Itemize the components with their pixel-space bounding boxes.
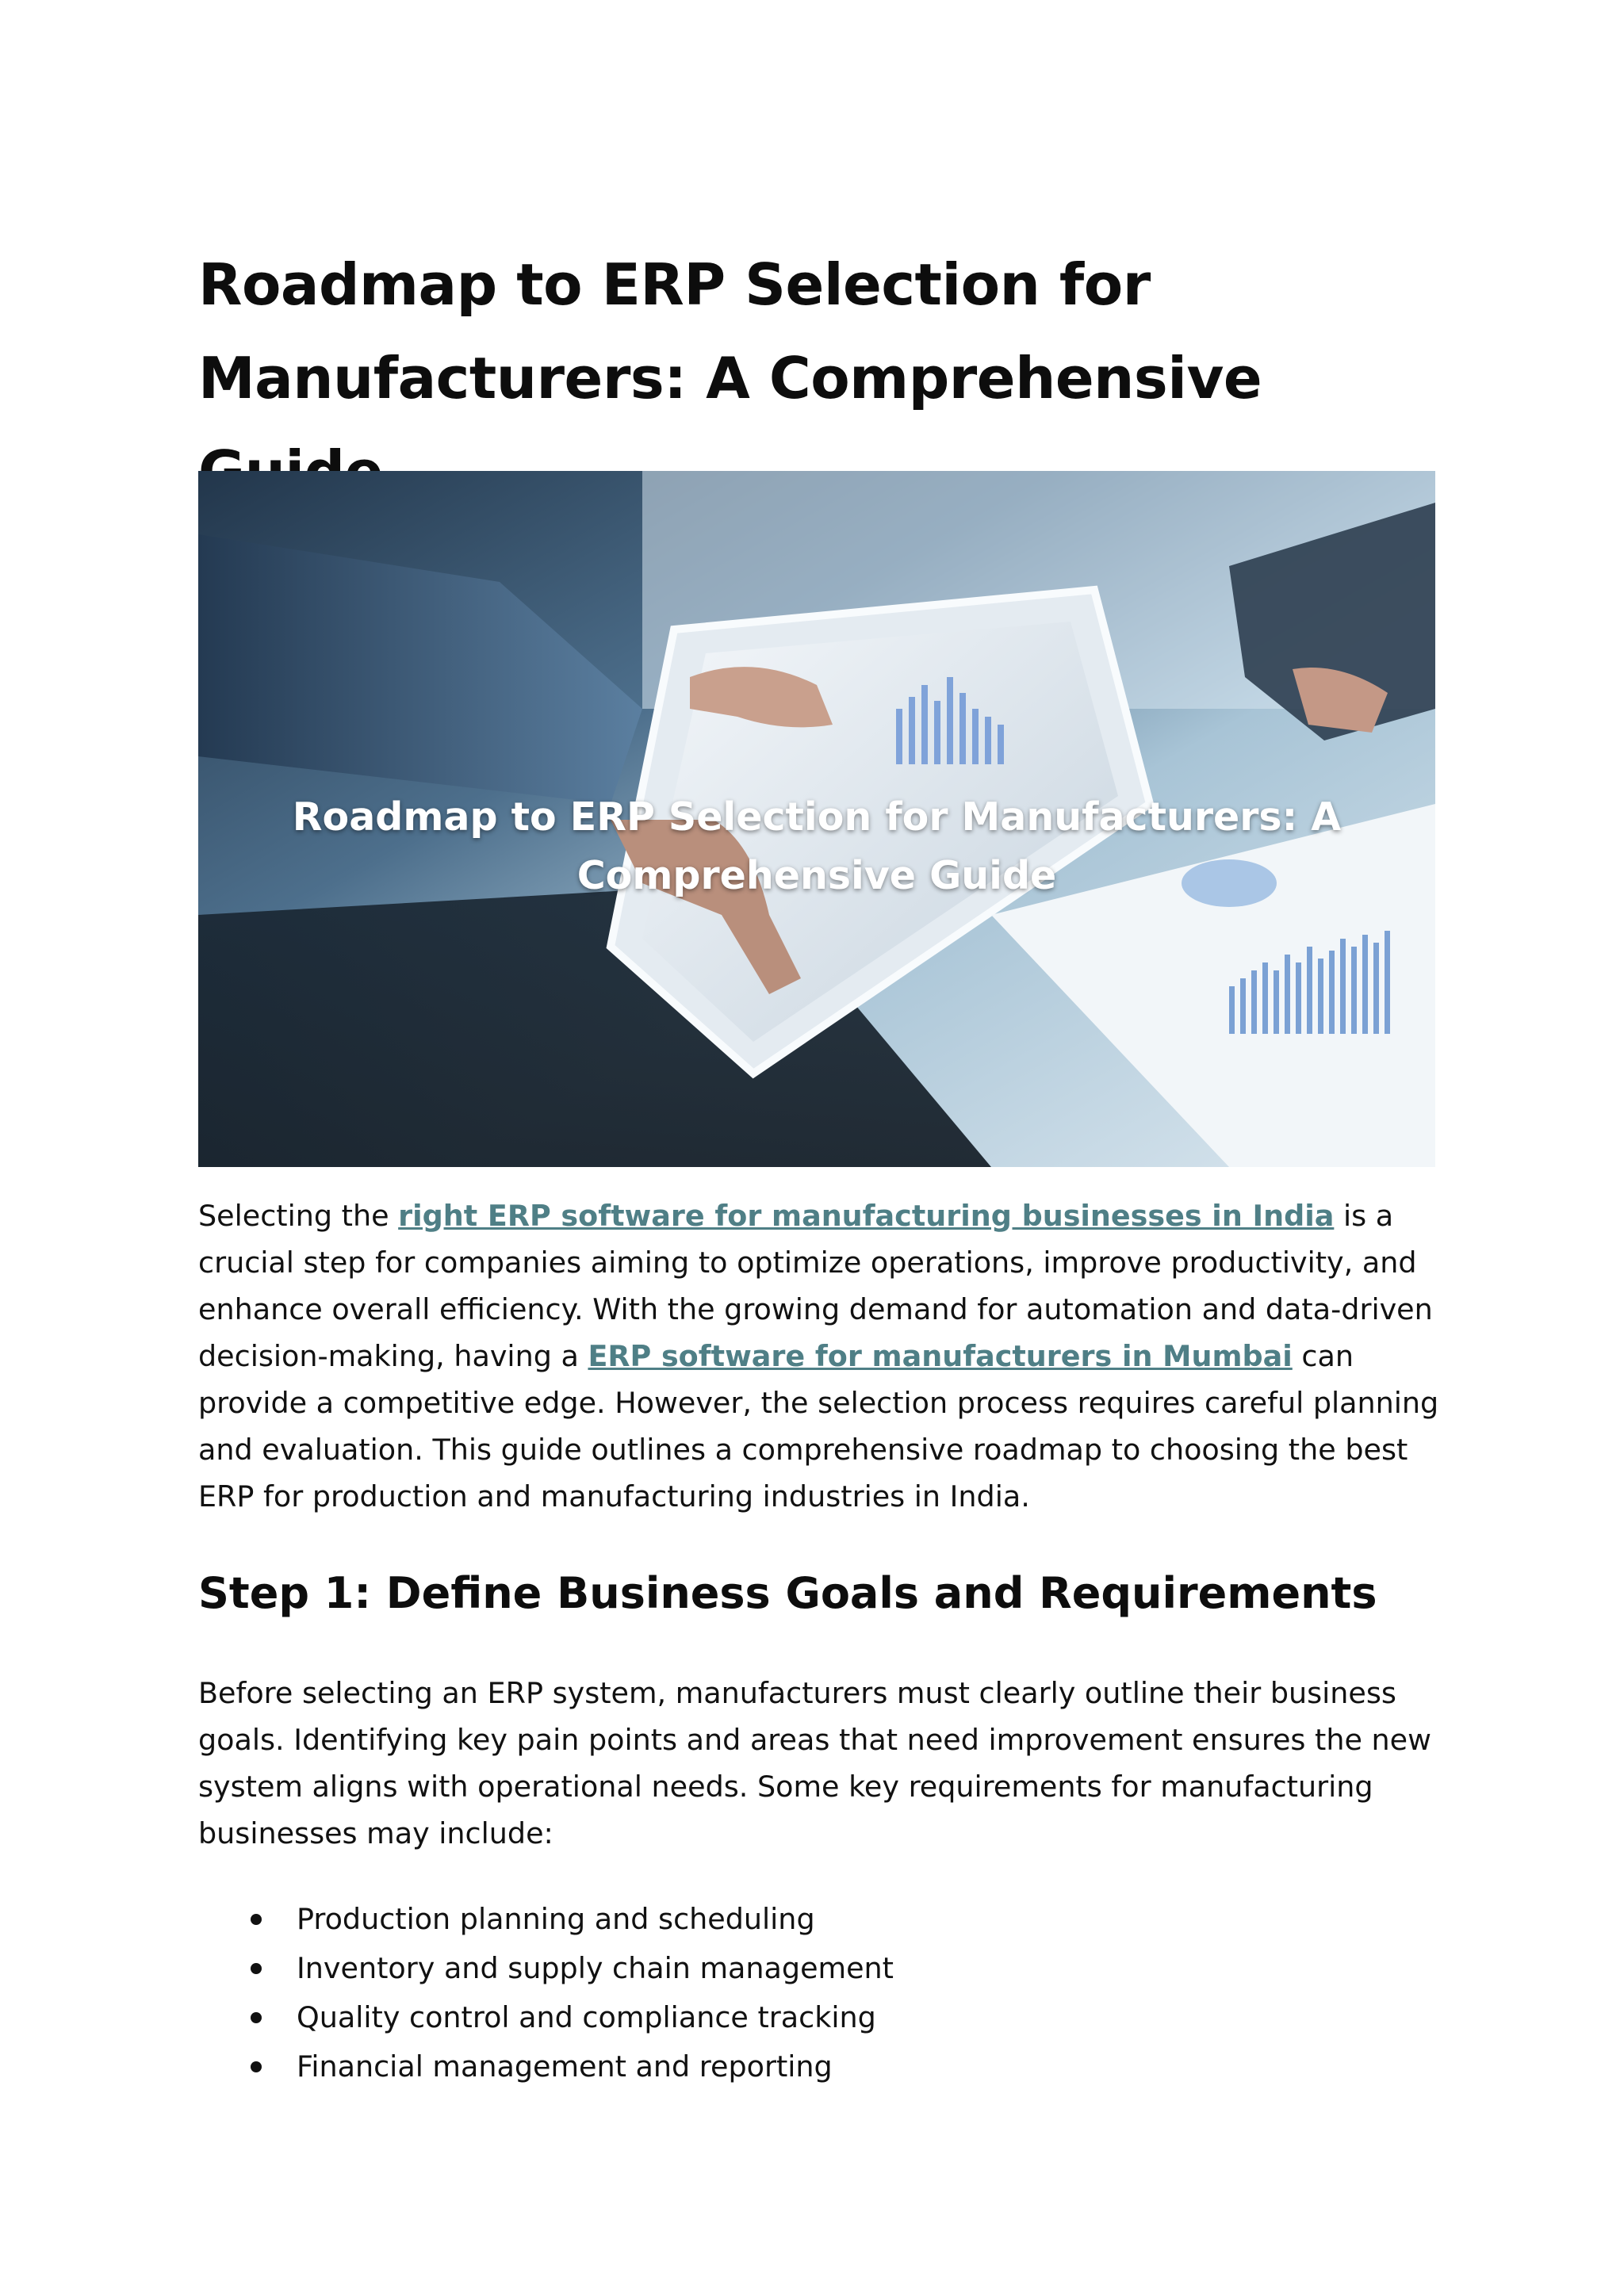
list-item <box>198 1944 1388 1993</box>
list-item-text: Quality control and compliance tracking <box>297 2000 876 2034</box>
erp-india-link[interactable]: right ERP software for manufacturing businesses in India <box>398 1199 1335 1233</box>
hero-caption <box>198 788 1435 905</box>
list-item <box>198 2042 1388 2091</box>
erp-mumbai-link[interactable]: ERP software for manufacturers in Mumbai <box>588 1339 1293 1373</box>
intro-text-3: can provide a competitive edge. However, the selection process requires careful planning and evaluation. This guide outlines a comprehensive roadmap to choosing the best ERP for production and manufacturing industries in India. <box>198 1339 1439 1513</box>
hero-image <box>198 471 1435 1167</box>
hero-caption-line-2: Comprehensive Guide <box>576 853 1057 898</box>
list-item-text: Inventory and supply chain management <box>297 1951 894 1985</box>
bullet-icon <box>251 2061 262 2072</box>
hero-caption-line-1: Roadmap to ERP Selection for Manufacturers: A <box>292 794 1342 840</box>
intro-paragraph <box>198 1192 1443 1520</box>
title-line-2: Manufacturers: A Comprehensive <box>198 345 1262 411</box>
requirements-list <box>198 1895 1388 2091</box>
list-item-text: Financial management and reporting <box>297 2049 833 2084</box>
intro-text-2: is a crucial step for companies aiming to optimize operations, improve productivity, and enhance overall efficiency. With the growing demand for automation and data-driven decision-making, having a <box>198 1199 1433 1373</box>
step1-heading: Step 1: Define Business Goals and Requirements <box>198 1568 1377 1618</box>
bullet-icon <box>251 1963 262 1974</box>
list-item <box>198 1993 1388 2042</box>
bullet-icon <box>251 1914 262 1925</box>
step1-paragraph: Before selecting an ERP system, manufacturers must clearly outline their business goals. Identifying key pain points and areas that need improvement ensures the new system aligns with operational needs. Some key requirements for manufacturing businesses may include: <box>198 1676 1431 1850</box>
list-item <box>198 1895 1388 1944</box>
intro-text-1: Selecting the <box>198 1199 399 1233</box>
list-item-text: Production planning and scheduling <box>297 1902 815 1936</box>
bullet-icon <box>251 2012 262 2023</box>
title-line-1: Roadmap to ERP Selection for <box>198 251 1151 318</box>
